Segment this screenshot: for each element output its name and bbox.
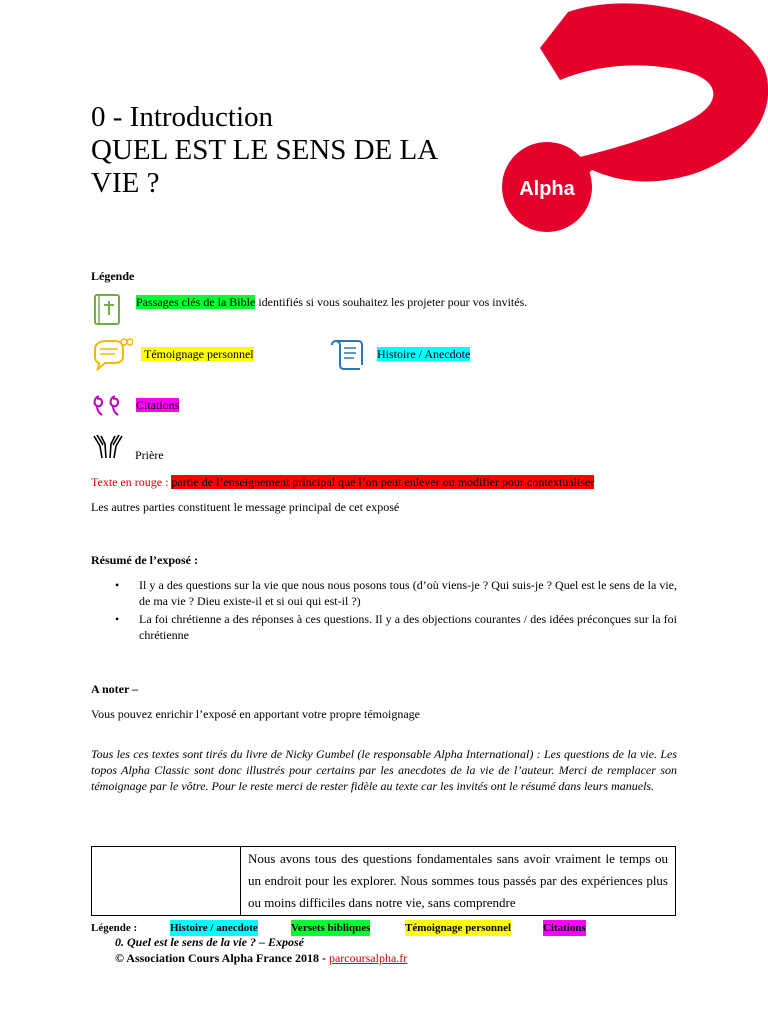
footer-doc-title: 0. Quel est le sens de la vie ? – Exposé [115, 935, 304, 949]
legend-bible [136, 294, 527, 310]
legend-priere: Prière [135, 448, 164, 462]
footer-link[interactable]: parcoursalpha.fr [328, 951, 408, 965]
legend-others: Les autres parties constituent le message principal de cet exposé [91, 500, 400, 514]
legend-citations [136, 397, 179, 413]
note-heading: A noter – [91, 682, 139, 696]
resume-heading: Résumé de l’exposé : [91, 553, 198, 567]
bible-highlight: Passages clés de la Bible [136, 295, 256, 309]
footer-temoignage: Témoignage personnel [405, 922, 512, 934]
red-text-highlight: partie de l’enseignement principal que l’on peut enlever ou modifier pour contextualiser [171, 475, 595, 489]
box-text: Nous avons tous des questions fondamentales sans avoir vraiment le temps ou un endroit pour les explorer. Nous sommes tous passés par des expériences plus ou moins difficiles dans notre vie, sans comprendre [248, 851, 668, 910]
content-table [91, 846, 676, 916]
legend-temoignage [141, 346, 254, 362]
title-line-2: QUEL EST LE SENS DE LA [91, 134, 439, 166]
quote-icon [91, 392, 127, 418]
red-text-label: Texte en rouge : [91, 475, 172, 489]
footer-copyright: © Association Cours Alpha France 2018 - parcoursalpha.fr [115, 951, 408, 965]
resume-list [91, 577, 677, 645]
list-item: • Il y a des questions sur la vie que nous nous posons tous (d’où viens-je ? Qui suis-je ? Quel est le sens de la vie, de ma vie ? Dieu existe-il et si oui qui est-il ?) [115, 578, 677, 608]
histoire-highlight: Histoire / Anecdote [377, 347, 471, 361]
citations-highlight: Citations [136, 398, 180, 412]
legend-heading: Légende [91, 269, 135, 283]
footer-versets: Versets bibliques [291, 922, 371, 934]
logo-text: Alpha [519, 178, 575, 200]
temoignage-highlight: Témoignage personnel [141, 347, 254, 361]
alpha-question-mark-logo [480, 0, 768, 250]
bible-description: identifiés si vous souhaitez les projeter pour vos invités. [255, 295, 528, 309]
praying-hands-icon [91, 432, 125, 460]
legend-red-text [91, 474, 594, 490]
title-line-1: 0 - Introduction [91, 101, 274, 133]
title-line-3: VIE ? [91, 167, 160, 199]
note-text: Vous pouvez enrichir l’exposé en apportant votre propre témoignage [91, 707, 421, 721]
table-cell-text [241, 847, 676, 916]
table-cell-empty [92, 847, 241, 916]
scroll-icon [328, 337, 366, 371]
footer-histoire: Histoire / anecdote [170, 922, 258, 934]
legend-histoire [377, 346, 470, 362]
alpha-logo [480, 0, 768, 250]
page-title [91, 101, 438, 200]
footer-legend-label: Légende : [91, 922, 138, 934]
bible-icon [93, 293, 123, 326]
speech-bubble-icon [91, 337, 133, 373]
list-item: • La foi chrétienne a des réponses à ces questions. Il y a des objections courantes / des idées préconçues sur la foi chrétienne [115, 612, 677, 642]
note-italic-text: Tous les ces textes sont tirés du livre de Nicky Gumbel (le responsable Alpha International) : Les questions de la vie. Les topos Alpha Classic sont donc illustrés pour certains par les anecdotes de la vie de l’auteur. Merci de remplacer son témoignage par le vôtre. Pour le reste merci de rester fidèle au texte car les invités ont le résumé dans leurs manuels. [91, 747, 677, 793]
footer-citations: Citations [543, 922, 586, 934]
